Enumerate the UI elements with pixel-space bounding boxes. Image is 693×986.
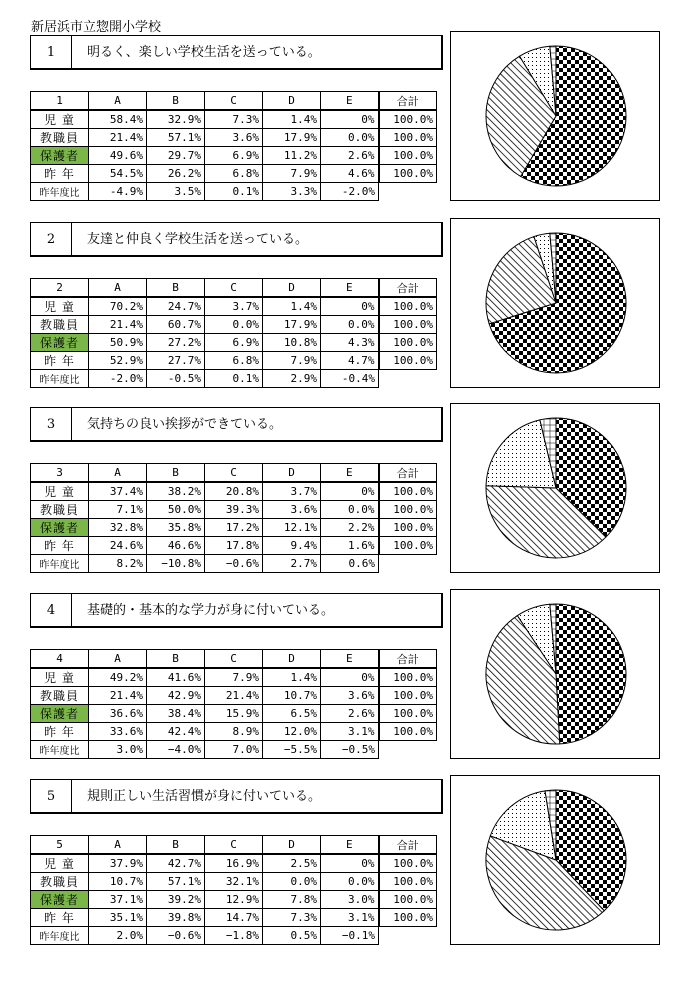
row-label: 児 童 [31, 110, 89, 129]
table-cell: 100.0% [379, 501, 437, 519]
row-label: 児 童 [31, 482, 89, 501]
table-cell: 37.9% [89, 854, 147, 873]
row-label: 昨 年 [31, 723, 89, 741]
table-question-number: 4 [31, 650, 89, 669]
table-cell: 3.3% [263, 183, 321, 201]
pie-chart-frame [450, 31, 660, 201]
table-cell: 0.1% [205, 183, 263, 201]
table-cell: 100.0% [379, 519, 437, 537]
table-cell: −4.0% [147, 741, 205, 759]
column-header: D [263, 464, 321, 483]
table-cell: 2.0% [89, 927, 147, 945]
table-cell: 2.5% [263, 854, 321, 873]
header-row [31, 836, 437, 855]
table-cell: −0.5% [321, 741, 379, 759]
column-header: A [89, 279, 147, 298]
table-cell: 12.1% [263, 519, 321, 537]
column-header: C [205, 650, 263, 669]
table-cell: 6.9% [205, 334, 263, 352]
row-label: 保護者 [31, 334, 89, 352]
column-header: C [205, 92, 263, 111]
table-cell: 100.0% [379, 537, 437, 555]
table-cell: 100.0% [379, 891, 437, 909]
table-cell: 46.6% [147, 537, 205, 555]
table-cell: 3.6% [205, 129, 263, 147]
table-cell: 100.0% [379, 668, 437, 687]
table-cell: 26.2% [147, 165, 205, 183]
table-cell: 100.0% [379, 147, 437, 165]
table-cell: 6.8% [205, 352, 263, 370]
results-table [30, 835, 437, 945]
table-cell: 7.3% [205, 110, 263, 129]
table-cell: 17.8% [205, 537, 263, 555]
question-text: 気持ちの良い挨拶ができている。 [87, 417, 283, 432]
table-cell: 100.0% [379, 334, 437, 352]
row-label: 保護者 [31, 891, 89, 909]
survey-section [30, 779, 662, 947]
column-header: A [89, 92, 147, 111]
row-label: 教職員 [31, 873, 89, 891]
table-cell: 39.3% [205, 501, 263, 519]
table-row [31, 297, 437, 316]
table-cell: −1.8% [205, 927, 263, 945]
column-header: D [263, 92, 321, 111]
table-cell: 41.6% [147, 668, 205, 687]
column-header: 合計 [379, 464, 437, 483]
table-cell: 0.6% [321, 555, 379, 573]
table-cell: 100.0% [379, 873, 437, 891]
table-row [31, 352, 437, 370]
column-header: E [321, 92, 379, 111]
table-cell: 24.7% [147, 297, 205, 316]
table-cell: 42.7% [147, 854, 205, 873]
question-text: 明るく、楽しい学校生活を送っている。 [87, 45, 321, 60]
column-header: C [205, 279, 263, 298]
table-cell: 42.9% [147, 687, 205, 705]
table-cell: 100.0% [379, 110, 437, 129]
table-cell: 36.6% [89, 705, 147, 723]
table-cell: 8.9% [205, 723, 263, 741]
table-cell: 49.2% [89, 668, 147, 687]
pie-chart-frame [450, 403, 660, 573]
question-number: 5 [31, 780, 72, 813]
column-header: A [89, 836, 147, 855]
table-row [31, 482, 437, 501]
table-cell: 21.4% [89, 687, 147, 705]
question-box [30, 35, 443, 70]
pie-chart-frame [450, 775, 660, 945]
table-cell: 52.9% [89, 352, 147, 370]
table-cell: 15.9% [205, 705, 263, 723]
table-cell: 100.0% [379, 909, 437, 927]
table-cell: 3.1% [321, 723, 379, 741]
table-row [31, 519, 437, 537]
row-label: 昨 年 [31, 909, 89, 927]
table-row [31, 334, 437, 352]
table-row [31, 705, 437, 723]
column-header: A [89, 464, 147, 483]
pie-slice-a [556, 604, 626, 744]
results-table [30, 649, 437, 759]
table-cell: 21.4% [205, 687, 263, 705]
table-cell: 57.1% [147, 129, 205, 147]
row-label: 昨 年 [31, 537, 89, 555]
table-cell: 7.8% [263, 891, 321, 909]
table-cell: 6.9% [205, 147, 263, 165]
table-cell: 3.7% [263, 482, 321, 501]
table-cell: 37.4% [89, 482, 147, 501]
survey-section [30, 35, 662, 203]
table-cell: 1.4% [263, 110, 321, 129]
pie-chart [451, 32, 659, 200]
table-cell: 3.1% [321, 909, 379, 927]
table-cell [379, 370, 437, 388]
row-label: 教職員 [31, 316, 89, 334]
row-label: 保護者 [31, 705, 89, 723]
table-cell: 7.1% [89, 501, 147, 519]
table-question-number: 5 [31, 836, 89, 855]
column-header: C [205, 836, 263, 855]
column-header: D [263, 650, 321, 669]
table-cell: 100.0% [379, 482, 437, 501]
table-row [31, 891, 437, 909]
column-header: 合計 [379, 279, 437, 298]
table-cell: 57.1% [147, 873, 205, 891]
table-cell: 8.2% [89, 555, 147, 573]
column-header: B [147, 836, 205, 855]
table-cell: 0.1% [205, 370, 263, 388]
row-label: 昨年度比 [31, 370, 89, 388]
table-cell: 0% [321, 297, 379, 316]
row-label: 昨 年 [31, 165, 89, 183]
row-label: 保護者 [31, 147, 89, 165]
table-cell: 39.2% [147, 891, 205, 909]
table-cell: 100.0% [379, 297, 437, 316]
table-cell: 21.4% [89, 316, 147, 334]
row-label: 教職員 [31, 501, 89, 519]
table-row [31, 668, 437, 687]
row-label: 児 童 [31, 297, 89, 316]
table-cell: 60.7% [147, 316, 205, 334]
table-cell: 32.9% [147, 110, 205, 129]
table-cell: 3.0% [321, 891, 379, 909]
table-cell: 4.3% [321, 334, 379, 352]
table-cell: 7.9% [263, 352, 321, 370]
table-cell: 42.4% [147, 723, 205, 741]
table-cell: 2.7% [263, 555, 321, 573]
column-header: A [89, 650, 147, 669]
table-question-number: 2 [31, 279, 89, 298]
results-table [30, 463, 437, 573]
table-cell [379, 183, 437, 201]
table-row [31, 909, 437, 927]
header-row [31, 279, 437, 298]
table-cell: 16.9% [205, 854, 263, 873]
table-cell: -2.0% [321, 183, 379, 201]
table-cell: −5.5% [263, 741, 321, 759]
results-table [30, 278, 437, 388]
table-cell: 3.5% [147, 183, 205, 201]
table-cell: 0.0% [321, 129, 379, 147]
table-cell: 100.0% [379, 687, 437, 705]
table-row [31, 316, 437, 334]
pie-chart-frame [450, 589, 660, 759]
table-row [31, 555, 437, 573]
table-cell: 100.0% [379, 316, 437, 334]
table-cell: 58.4% [89, 110, 147, 129]
header-row [31, 464, 437, 483]
table-cell: 2.2% [321, 519, 379, 537]
table-cell: 54.5% [89, 165, 147, 183]
column-header: 合計 [379, 836, 437, 855]
table-cell: 6.8% [205, 165, 263, 183]
table-cell: 100.0% [379, 723, 437, 741]
table-cell: 7.0% [205, 741, 263, 759]
table-cell: 100.0% [379, 854, 437, 873]
table-cell: 17.9% [263, 129, 321, 147]
table-cell: 9.4% [263, 537, 321, 555]
row-label: 昨 年 [31, 352, 89, 370]
table-cell: 0.0% [321, 316, 379, 334]
column-header: D [263, 836, 321, 855]
row-label: 児 童 [31, 668, 89, 687]
table-cell: -4.9% [89, 183, 147, 201]
pie-chart [451, 776, 659, 944]
table-cell: 1.4% [263, 668, 321, 687]
table-cell: -0.5% [147, 370, 205, 388]
table-row [31, 165, 437, 183]
table-cell: 100.0% [379, 705, 437, 723]
pie-chart [451, 404, 659, 572]
header-row [31, 650, 437, 669]
table-cell: 0.5% [263, 927, 321, 945]
table-cell: 7.9% [205, 668, 263, 687]
column-header: E [321, 279, 379, 298]
table-cell: 32.8% [89, 519, 147, 537]
pie-chart [451, 590, 659, 758]
table-question-number: 1 [31, 92, 89, 111]
table-cell: 100.0% [379, 165, 437, 183]
table-cell [379, 555, 437, 573]
table-cell: 3.6% [263, 501, 321, 519]
survey-section [30, 593, 662, 761]
table-cell: 27.7% [147, 352, 205, 370]
table-cell: 17.2% [205, 519, 263, 537]
table-cell: 3.7% [205, 297, 263, 316]
table-cell: 14.7% [205, 909, 263, 927]
table-cell: 3.6% [321, 687, 379, 705]
table-cell: 0% [321, 668, 379, 687]
table-cell: 2.9% [263, 370, 321, 388]
row-label: 保護者 [31, 519, 89, 537]
question-number: 1 [31, 36, 72, 69]
table-row [31, 501, 437, 519]
table-cell: 7.9% [263, 165, 321, 183]
row-label: 教職員 [31, 129, 89, 147]
table-cell: 1.6% [321, 537, 379, 555]
question-text: 基礎的・基本的な学力が身に付いている。 [87, 603, 335, 618]
table-row [31, 129, 437, 147]
table-cell: 10.7% [89, 873, 147, 891]
table-cell: 17.9% [263, 316, 321, 334]
table-cell: 38.4% [147, 705, 205, 723]
column-header: C [205, 464, 263, 483]
table-row [31, 147, 437, 165]
results-table [30, 91, 437, 201]
pie-chart-frame [450, 218, 660, 388]
table-cell: 10.8% [263, 334, 321, 352]
row-label: 昨年度比 [31, 183, 89, 201]
table-cell: 35.1% [89, 909, 147, 927]
table-row [31, 927, 437, 945]
table-cell: 7.3% [263, 909, 321, 927]
table-row [31, 537, 437, 555]
table-cell: 0% [321, 482, 379, 501]
table-cell: 0% [321, 110, 379, 129]
table-cell [379, 741, 437, 759]
table-row [31, 183, 437, 201]
table-cell: 3.0% [89, 741, 147, 759]
table-cell: 100.0% [379, 129, 437, 147]
table-cell: 35.8% [147, 519, 205, 537]
table-cell: 20.8% [205, 482, 263, 501]
table-cell: 38.2% [147, 482, 205, 501]
table-cell: 11.2% [263, 147, 321, 165]
column-header: 合計 [379, 650, 437, 669]
table-cell [379, 927, 437, 945]
table-cell: 50.0% [147, 501, 205, 519]
column-header: B [147, 279, 205, 298]
table-cell: 6.5% [263, 705, 321, 723]
table-cell: 0.0% [321, 501, 379, 519]
question-number: 4 [31, 594, 72, 627]
column-header: D [263, 279, 321, 298]
column-header: B [147, 92, 205, 111]
table-cell: 2.6% [321, 705, 379, 723]
column-header: E [321, 464, 379, 483]
table-cell: 49.6% [89, 147, 147, 165]
question-text: 規則正しい生活習慣が身に付いている。 [87, 789, 322, 804]
table-row [31, 854, 437, 873]
column-header: B [147, 650, 205, 669]
column-header: E [321, 650, 379, 669]
table-cell: 50.9% [89, 334, 147, 352]
question-box [30, 222, 443, 257]
table-cell: 4.7% [321, 352, 379, 370]
table-cell: 0.0% [263, 873, 321, 891]
table-cell: 2.6% [321, 147, 379, 165]
table-row [31, 873, 437, 891]
survey-section [30, 222, 662, 390]
question-number: 3 [31, 408, 72, 441]
table-cell: -0.4% [321, 370, 379, 388]
table-cell: -2.0% [89, 370, 147, 388]
table-cell: 0.0% [205, 316, 263, 334]
row-label: 児 童 [31, 854, 89, 873]
table-cell: 29.7% [147, 147, 205, 165]
table-cell: 33.6% [89, 723, 147, 741]
question-box [30, 779, 443, 814]
table-cell: −10.8% [147, 555, 205, 573]
table-cell: 70.2% [89, 297, 147, 316]
table-cell: 39.8% [147, 909, 205, 927]
table-cell: 27.2% [147, 334, 205, 352]
row-label: 昨年度比 [31, 741, 89, 759]
row-label: 教職員 [31, 687, 89, 705]
table-cell: −0.1% [321, 927, 379, 945]
table-row [31, 741, 437, 759]
table-cell: 10.7% [263, 687, 321, 705]
school-name: 新居浜市立惣開小学校 [31, 20, 162, 35]
table-cell: 1.4% [263, 297, 321, 316]
table-cell: 0% [321, 854, 379, 873]
table-cell: 0.0% [321, 873, 379, 891]
table-cell: −0.6% [205, 555, 263, 573]
row-label: 昨年度比 [31, 555, 89, 573]
table-cell: 37.1% [89, 891, 147, 909]
column-header: B [147, 464, 205, 483]
survey-section [30, 407, 662, 575]
column-header: E [321, 836, 379, 855]
table-cell: 32.1% [205, 873, 263, 891]
table-cell: 100.0% [379, 352, 437, 370]
row-label: 昨年度比 [31, 927, 89, 945]
question-box [30, 407, 443, 442]
pie-chart [451, 219, 659, 387]
question-number: 2 [31, 223, 72, 256]
table-question-number: 3 [31, 464, 89, 483]
column-header: 合計 [379, 92, 437, 111]
table-cell: 21.4% [89, 129, 147, 147]
question-box [30, 593, 443, 628]
table-row [31, 687, 437, 705]
table-cell: 4.6% [321, 165, 379, 183]
table-cell: 24.6% [89, 537, 147, 555]
table-row [31, 110, 437, 129]
table-row [31, 370, 437, 388]
header-row [31, 92, 437, 111]
table-cell: −0.6% [147, 927, 205, 945]
question-text: 友達と仲良く学校生活を送っている。 [87, 232, 309, 247]
table-cell: 12.0% [263, 723, 321, 741]
table-row [31, 723, 437, 741]
table-cell: 12.9% [205, 891, 263, 909]
